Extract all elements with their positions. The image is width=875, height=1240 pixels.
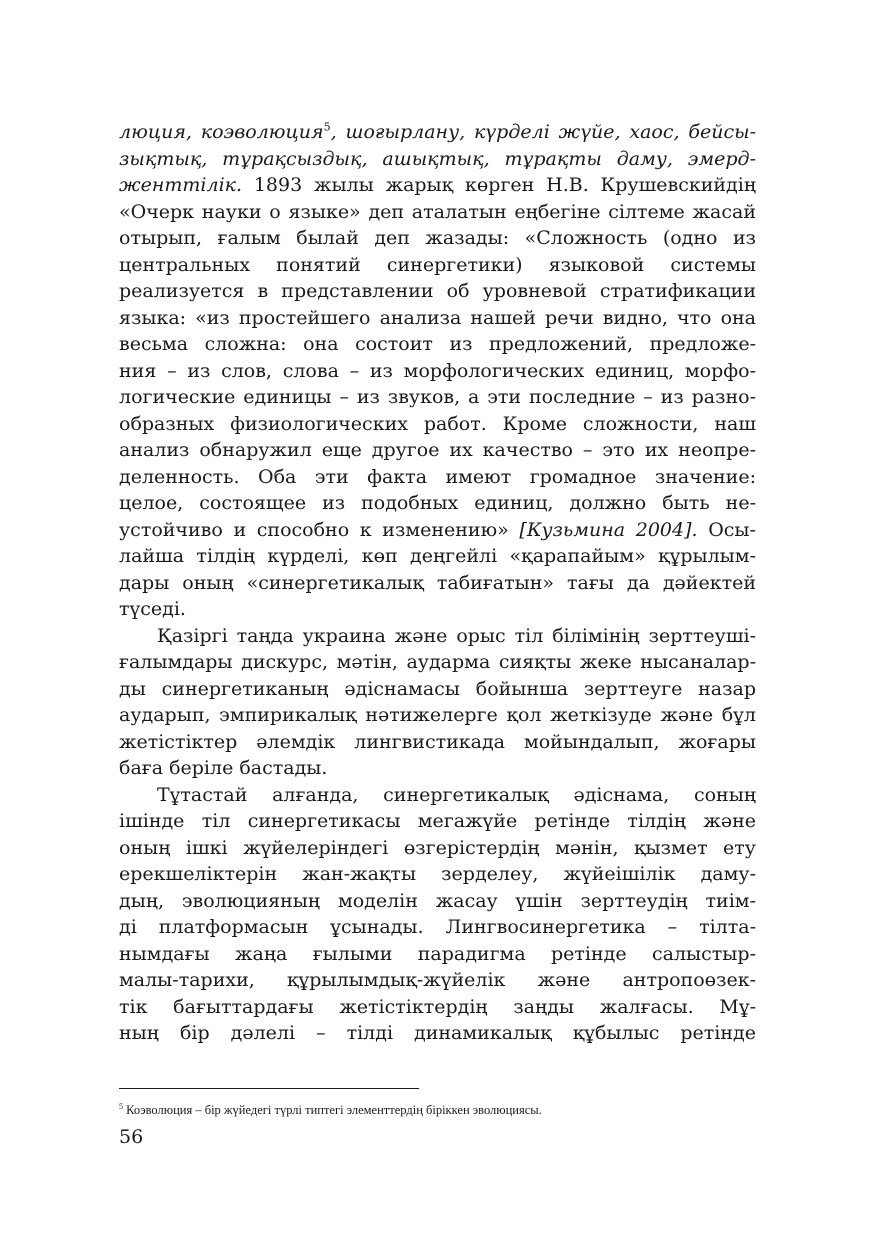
footnote — [119, 1103, 756, 1118]
text-line: жетістіктер әлемдік лингвистикада мойындалып, жоғары — [119, 730, 756, 753]
text-line: реализуется в представлении об уровневой стратификации — [119, 280, 756, 302]
text-line: дың, эволюцияның моделін жасау үшін зерттеудің тиім- — [119, 889, 756, 912]
footnote-text: Коэволюция – бір жүйедегі түрлі типтегі элементтердің біріккен эволюциясы. — [123, 1103, 542, 1117]
text-line: ғалымдары дискурс, мәтін, аударма сияқты жеке нысаналар- — [119, 651, 756, 673]
text-line: ния – из слов, слова – из морфологических единиц, морфо- — [119, 359, 756, 382]
text-line: баға беріле бастады. — [119, 757, 328, 779]
text-line: Тұтастай алғанда, синергетикалық әдіснама, соның — [157, 783, 756, 806]
text-line: центральных понятий синергетики) языковой системы — [119, 253, 756, 276]
text-line: малы-тарихи, құрылымдық-жүйелік және антропоөзек- — [119, 969, 756, 991]
text-line: оның ішкі жүйелеріндегі өзгерістердің мәнін, қызмет ету — [119, 836, 756, 859]
text-line: Қазіргі таңда украина және орыс тіл білімінің зерттеуші- — [157, 624, 756, 647]
text-line: дары оның «синергетикалық табиғатын» тағы да дәйектей — [119, 571, 756, 594]
text-line: деленность. Оба эти факта имеют громадное значение: — [119, 465, 756, 488]
italic-term: люция, коэволюция — [119, 121, 324, 143]
text-line: ды синергетиканың әдіснамасы бойынша зерттеуге назар — [119, 677, 756, 700]
text-line: ның бір дәлелі – тілді динамикалық құбылыс ретінде — [119, 1022, 756, 1044]
text-line: весьма сложна: она состоит из предложений, предложе- — [119, 333, 756, 355]
text-line — [119, 172, 756, 199]
text-line: языка: «из простейшего анализа нашей речи видно, что она — [119, 306, 756, 329]
text-line: ерекшеліктерін жан-жақты зерделеу, жүйеішілік даму- — [119, 863, 756, 885]
text-line: лайша тілдің күрделі, көп деңгейлі «қарапайым» құрылым- — [119, 545, 756, 567]
text-line: логические единицы – из звуков, а эти последние – из разно- — [119, 386, 756, 408]
text-line: образных физиологических работ. Кроме сложности, наш — [119, 412, 756, 435]
text-line: аударып, эмпирикалық нәтижелерге қол жеткізуде және бұл — [119, 704, 756, 726]
text-line: нымдағы жаңа ғылыми парадигма ретінде салыстыр- — [119, 942, 756, 965]
text-run: 1893 жылы жарық көрген Н.В. Крушевскийдің — [242, 174, 756, 196]
page-number: 56 — [119, 1126, 144, 1148]
text-run: устойчиво и способно к изменению» — [119, 518, 520, 541]
text-line — [119, 119, 756, 146]
italic-term: женттілік. — [119, 174, 243, 196]
main-text — [119, 119, 756, 1047]
italic-terms: , шоғырлану, күрделі жүйе, хаос, бейсы- — [330, 121, 756, 143]
text-line: ішінде тіл синергетикасы мегажүйе ретінде тілдің және — [119, 810, 756, 832]
text-line: отырып, ғалым былай деп жазады: «Сложность (одно из — [119, 227, 756, 249]
text-line: тік бағыттардағы жетістіктердің заңды жалғасы. Мұ- — [119, 995, 756, 1018]
text-line: ді платформасын ұсынады. Лингвосинергетика – тілта- — [119, 916, 756, 938]
footnote-divider — [119, 1088, 419, 1089]
footnote-reference[interactable]: 5 — [323, 120, 331, 134]
text-line: «Очерк науки о языке» деп аталатын еңбегіне сілтеме жасай — [119, 200, 756, 223]
text-line — [119, 146, 756, 173]
text-line: целое, состоящее из подобных единиц, должно быть не- — [119, 492, 756, 514]
text-line: түседі. — [119, 598, 186, 620]
text-line — [119, 517, 756, 544]
text-run: Осы- — [697, 518, 756, 541]
italic-terms: зықтық, тұрақсыздық, ашықтық, тұрақты даму, эмерд- — [119, 147, 756, 170]
text-line: анализ обнаружил еще другое их качество – это их неопре- — [119, 439, 756, 461]
citation: [Кузьмина 2004]. — [519, 518, 698, 541]
footnote-marker: 5 — [119, 1101, 123, 1111]
